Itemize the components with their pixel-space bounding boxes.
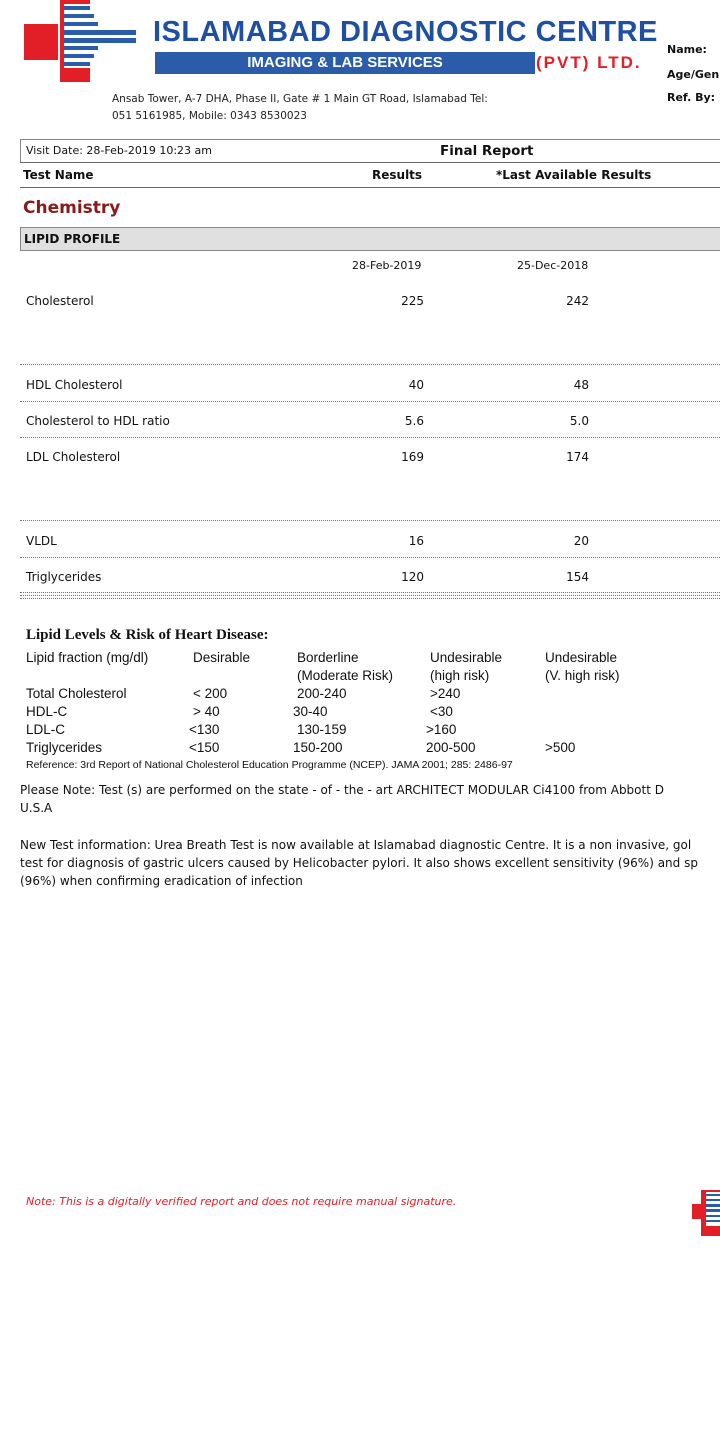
risk-high: >240 — [430, 686, 461, 701]
digital-verification-note: Note: This is a digitally verified report and does not require manual signature. — [26, 1195, 457, 1208]
address — [112, 91, 532, 125]
ref-by-label: Ref. By: — [667, 91, 716, 104]
services-label: IMAGING & LAB SERVICES — [247, 54, 443, 71]
org-name: ISLAMABAD DIAGNOSTIC CENTRE — [153, 16, 658, 48]
col-results: Results — [372, 168, 423, 182]
risk-header-desirable: Desirable — [193, 650, 251, 665]
row-separator — [20, 364, 720, 365]
row-separator — [20, 592, 720, 593]
new-test-info — [20, 836, 720, 890]
name-label: Name: — [667, 43, 707, 56]
risk-borderline: 150-200 — [293, 740, 343, 755]
risk-desirable: <130 — [189, 722, 220, 737]
company-suffix: (PVT) LTD. — [536, 53, 642, 72]
date-current: 28-Feb-2019 — [352, 259, 422, 272]
row-separator — [20, 557, 720, 558]
please-note-line-1: Please Note: Test (s) are performed on the state - of - the - art ARCHITECT MODULAR Ci4100 from Abbott D — [20, 783, 664, 797]
test-name: LDL Cholesterol — [26, 450, 121, 464]
section-title: Chemistry — [23, 198, 121, 218]
age-gender-label: Age/Gen — [667, 68, 720, 81]
test-name: HDL Cholesterol — [26, 378, 123, 392]
result-current: 40 — [408, 378, 424, 392]
risk-desirable: < 200 — [193, 686, 228, 701]
risk-header-high: Undesirable — [430, 650, 503, 665]
please-note-line-2: U.S.A — [20, 801, 53, 815]
result-current: 16 — [408, 534, 424, 548]
risk-borderline: 30-40 — [293, 704, 328, 719]
risk-desirable: > 40 — [193, 704, 220, 719]
risk-header-vhigh: Undesirable — [545, 650, 618, 665]
date-previous: 25-Dec-2018 — [517, 259, 589, 272]
result-previous: 20 — [573, 534, 589, 548]
risk-borderline: 200-240 — [297, 686, 347, 701]
risk-table-title: Lipid Levels & Risk of Heart Disease: — [26, 627, 269, 643]
risk-borderline: 130-159 — [297, 722, 347, 737]
risk-desirable: <150 — [189, 740, 220, 755]
risk-high: >160 — [426, 722, 457, 737]
divider — [20, 162, 720, 163]
result-previous: 242 — [566, 294, 589, 308]
risk-header-fraction: Lipid fraction (mg/dl) — [26, 650, 149, 665]
risk-header-high-sub: (high risk) — [430, 668, 490, 683]
footer-logo-icon — [692, 1190, 720, 1236]
result-current: 225 — [401, 294, 424, 308]
test-name: VLDL — [26, 534, 57, 548]
company-logo-icon — [24, 0, 136, 82]
test-name: Triglycerides — [26, 570, 102, 584]
result-previous: 154 — [566, 570, 589, 584]
row-separator — [20, 437, 720, 438]
services-banner — [155, 52, 535, 74]
panel-header — [20, 227, 720, 251]
report-status: Final Report — [440, 143, 534, 159]
risk-header-borderline: Borderline — [297, 650, 359, 665]
new-test-line-1: New Test information: Urea Breath Test is now available at Islamabad diagnostic Centre. It is a non invasive, gol — [20, 838, 692, 852]
address-line-1: Ansab Tower, A-7 DHA, Phase II, Gate # 1 Main GT Road, Islamabad Tel: — [112, 93, 488, 105]
risk-high: <30 — [430, 704, 453, 719]
new-test-line-3: (96%) when confirming eradication of infection — [20, 874, 303, 888]
row-separator — [20, 401, 720, 402]
col-test-name: Test Name — [23, 168, 94, 182]
result-previous: 48 — [573, 378, 589, 392]
address-line-2: 051 5161985, Mobile: 0343 8530023 — [112, 110, 307, 122]
risk-row-name: Total Cholesterol — [26, 686, 127, 701]
risk-vhigh: >500 — [545, 740, 576, 755]
risk-header-vhigh-sub: (V. high risk) — [545, 668, 620, 683]
risk-row-name: LDL-C — [26, 722, 66, 737]
panel-title: LIPID PROFILE — [24, 232, 121, 246]
risk-row-name: HDL-C — [26, 704, 68, 719]
test-name: Cholesterol to HDL ratio — [26, 414, 170, 428]
result-current: 5.6 — [404, 414, 424, 428]
risk-high: 200-500 — [426, 740, 476, 755]
row-separator — [20, 595, 720, 596]
visit-date: Visit Date: 28-Feb-2019 10:23 am — [26, 144, 212, 157]
result-current: 169 — [401, 450, 424, 464]
please-note — [20, 781, 720, 817]
row-separator — [20, 520, 720, 521]
test-name: Cholesterol — [26, 294, 94, 308]
result-previous: 5.0 — [569, 414, 589, 428]
new-test-line-2: test for diagnosis of gastric ulcers caused by Helicobacter pylori. It also shows excellent sensitivity (96%) and sp — [20, 856, 698, 870]
divider — [20, 187, 720, 188]
col-last-results: *Last Available Results — [496, 168, 652, 182]
result-previous: 174 — [566, 450, 589, 464]
risk-row-name: Triglycerides — [26, 740, 103, 755]
row-separator — [20, 598, 720, 599]
risk-reference: Reference: 3rd Report of National Cholesterol Education Programme (NCEP). JAMA 2001; 285: 2486-97 — [26, 759, 513, 771]
risk-header-borderline-sub: (Moderate Risk) — [297, 668, 394, 683]
result-current: 120 — [401, 570, 424, 584]
